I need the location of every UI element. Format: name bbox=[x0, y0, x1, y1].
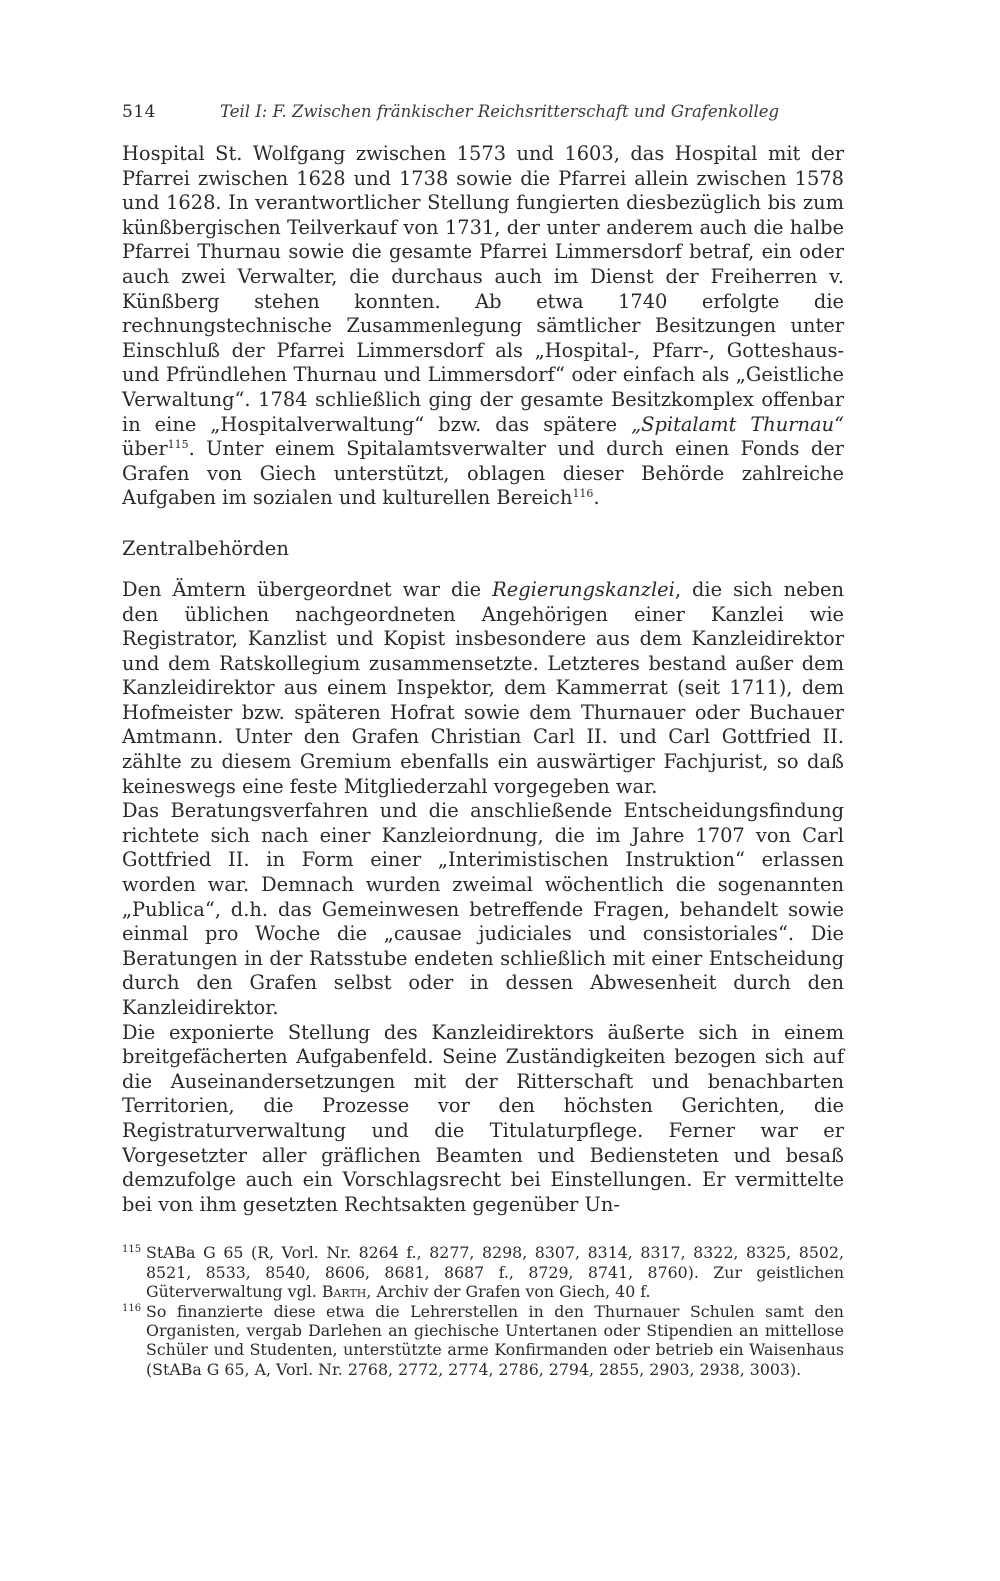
text-run: . bbox=[593, 486, 600, 510]
footnotes bbox=[122, 1243, 844, 1379]
italic-term: „Spitalamt Thurnau“ bbox=[631, 412, 844, 436]
footnote-text-run: StABa G 65 (R, Vorl. Nr. 8264 f., 8277, 8298, 8307, 8314, 8317, 8322, 8325, 8502, 8521, 8533, 8540, 8606, 8681, 8687 f., 8729, 8741, 8760). Zur geistlichen Güterverwaltung vgl. bbox=[146, 1243, 844, 1302]
main-text bbox=[122, 142, 844, 1217]
text-run: über bbox=[122, 437, 168, 461]
footnote-115 bbox=[122, 1243, 844, 1301]
footnote-number: 116 bbox=[122, 1302, 142, 1314]
text-run: . Unter einem Spitalamtsverwalter und durch einen Fonds der Grafen von Giech unterstützt, oblagen dieser Behörde zahlreiche Aufgaben im sozialen und kulturellen Bereich bbox=[122, 437, 844, 510]
section-heading: Zentralbehörden bbox=[122, 536, 289, 560]
text-run: Den Ämtern übergeordnet war die bbox=[122, 577, 493, 601]
footnote-text: So finanzierte diese etwa die Lehrerstellen in den Thurnauer Schulen samt den Organisten, vergab Darlehen an giechische Untertanen oder Stipendien an mittellose Schüler und Studenten, unterstützte arme Konfirmanden oder betrieb ein Waisenhaus (StABa G 65, A, Vorl. Nr. 2768, 2772, 2774, 2786, 2794, 2855, 2903, 2938, 3003). bbox=[146, 1301, 844, 1379]
paragraph-regierungskanzlei bbox=[122, 578, 844, 799]
footnote-author: Barth bbox=[321, 1282, 367, 1302]
footnote-text-run: , Archiv der Grafen von Giech, 40 f. bbox=[366, 1282, 651, 1302]
footnote-text bbox=[146, 1243, 844, 1301]
footnote-number: 115 bbox=[122, 1244, 142, 1256]
text-run: , die sich neben den üblichen nachgeordneten Angehörigen einer Kanzlei wie Registrator, Kanzlist und Kopist insbesondere aus dem Kanzleidirektor und dem Ratskollegium zusammensetzte. Letzteres bestand außer dem Kanzleidirektor aus einem Inspektor, dem Kammerrat (seit 1711), dem Hofmeister bzw. späteren Hofrat sowie dem Thurnauer oder Buchauer Amtmann. Unter den Grafen Christian Carl II. und Carl Gottfried II. zählte zu diesem Gremium ebenfalls ein auswärtiger Fachjurist, so daß keineswegs eine feste Mitgliederzahl vorgegeben war. bbox=[122, 577, 844, 798]
footnote-ref-115[interactable]: 115 bbox=[167, 438, 189, 452]
footnote-ref-116[interactable]: 116 bbox=[572, 487, 594, 501]
paragraph-beratungsverfahren: Das Beratungsverfahren und die anschließende Entscheidungsfindung richtete sich nach einer Kanzleiordnung, die im Jahre 1707 von Carl Gottfried II. in Form einer „Interimistischen Instruktion“ erlassen worden war. Demnach wurden zweimal wöchentlich die sogenannten „Publica“, d.h. das Gemeinwesen betreffende Fragen, behandelt sowie einmal pro Woche die „causae judiciales und consistoriales“. Die Beratungen in der Ratsstube endeten schließlich mit einer Entscheidung durch den Grafen selbst oder in dessen Abwesenheit durch den Kanzleidirektor. bbox=[122, 799, 844, 1019]
running-head bbox=[122, 102, 844, 142]
running-title: Teil I: F. Zwischen fränkischer Reichsritterschaft und Grafenkolleg bbox=[220, 102, 780, 121]
paragraph-kanzleidirektor: Die exponierte Stellung des Kanzleidirektors äußerte sich in einem breitgefächerten Aufgabenfeld. Seine Zuständigkeiten bezogen sich auf die Auseinandersetzungen mit der Ritterschaft und benachbarten Territorien, die Prozesse vor den höchsten Gerichten, die Registraturverwaltung und die Titulaturpflege. Ferner war er Vorgesetzter aller gräflichen Beamten und Bediensteten und besaß demzufolge auch ein Vorschlagsrecht bei Einstellungen. Er vermittelte bei von ihm gesetzten Rechtsakten gegenüber Un- bbox=[122, 1020, 844, 1216]
page-number: 514 bbox=[122, 102, 156, 122]
text-run: Hospital St. Wolfgang zwischen 1573 und 1603, das Hospital mit der Pfarrei zwischen 1628 und 1738 sowie die Pfarrei allein zwischen 1578 und 1628. In verantwortlicher Stellung fungierten diesbezüglich bis zum künßbergischen Teilverkauf von 1731, der unter anderem auch die halbe Pfarrei Thurnau sowie die gesamte Pfarrei Limmersdorf betraf, ein oder auch zwei Verwalter, die durchaus auch im Dienst der Freiherren v. Künßberg stehen konnten. Ab etwa 1740 erfolgte die rechnungstechnische Zusammenlegung sämtlicher Besitzungen unter Einschluß der Pfarrei Limmersdorf als „Hospital-, Pfarr-, Gotteshaus- und Pfründlehen Thurnau und Limmersdorf“ oder einfach als „Geistliche Verwaltung“. 1784 schließlich ging der gesamte Besitzkomplex offenbar in eine „Hospitalverwaltung“ bzw. das spätere bbox=[122, 142, 844, 436]
paragraph-hospital bbox=[122, 142, 844, 511]
book-page bbox=[122, 102, 844, 1379]
footnote-116 bbox=[122, 1302, 844, 1380]
italic-term: Regierungskanzlei bbox=[492, 577, 675, 601]
